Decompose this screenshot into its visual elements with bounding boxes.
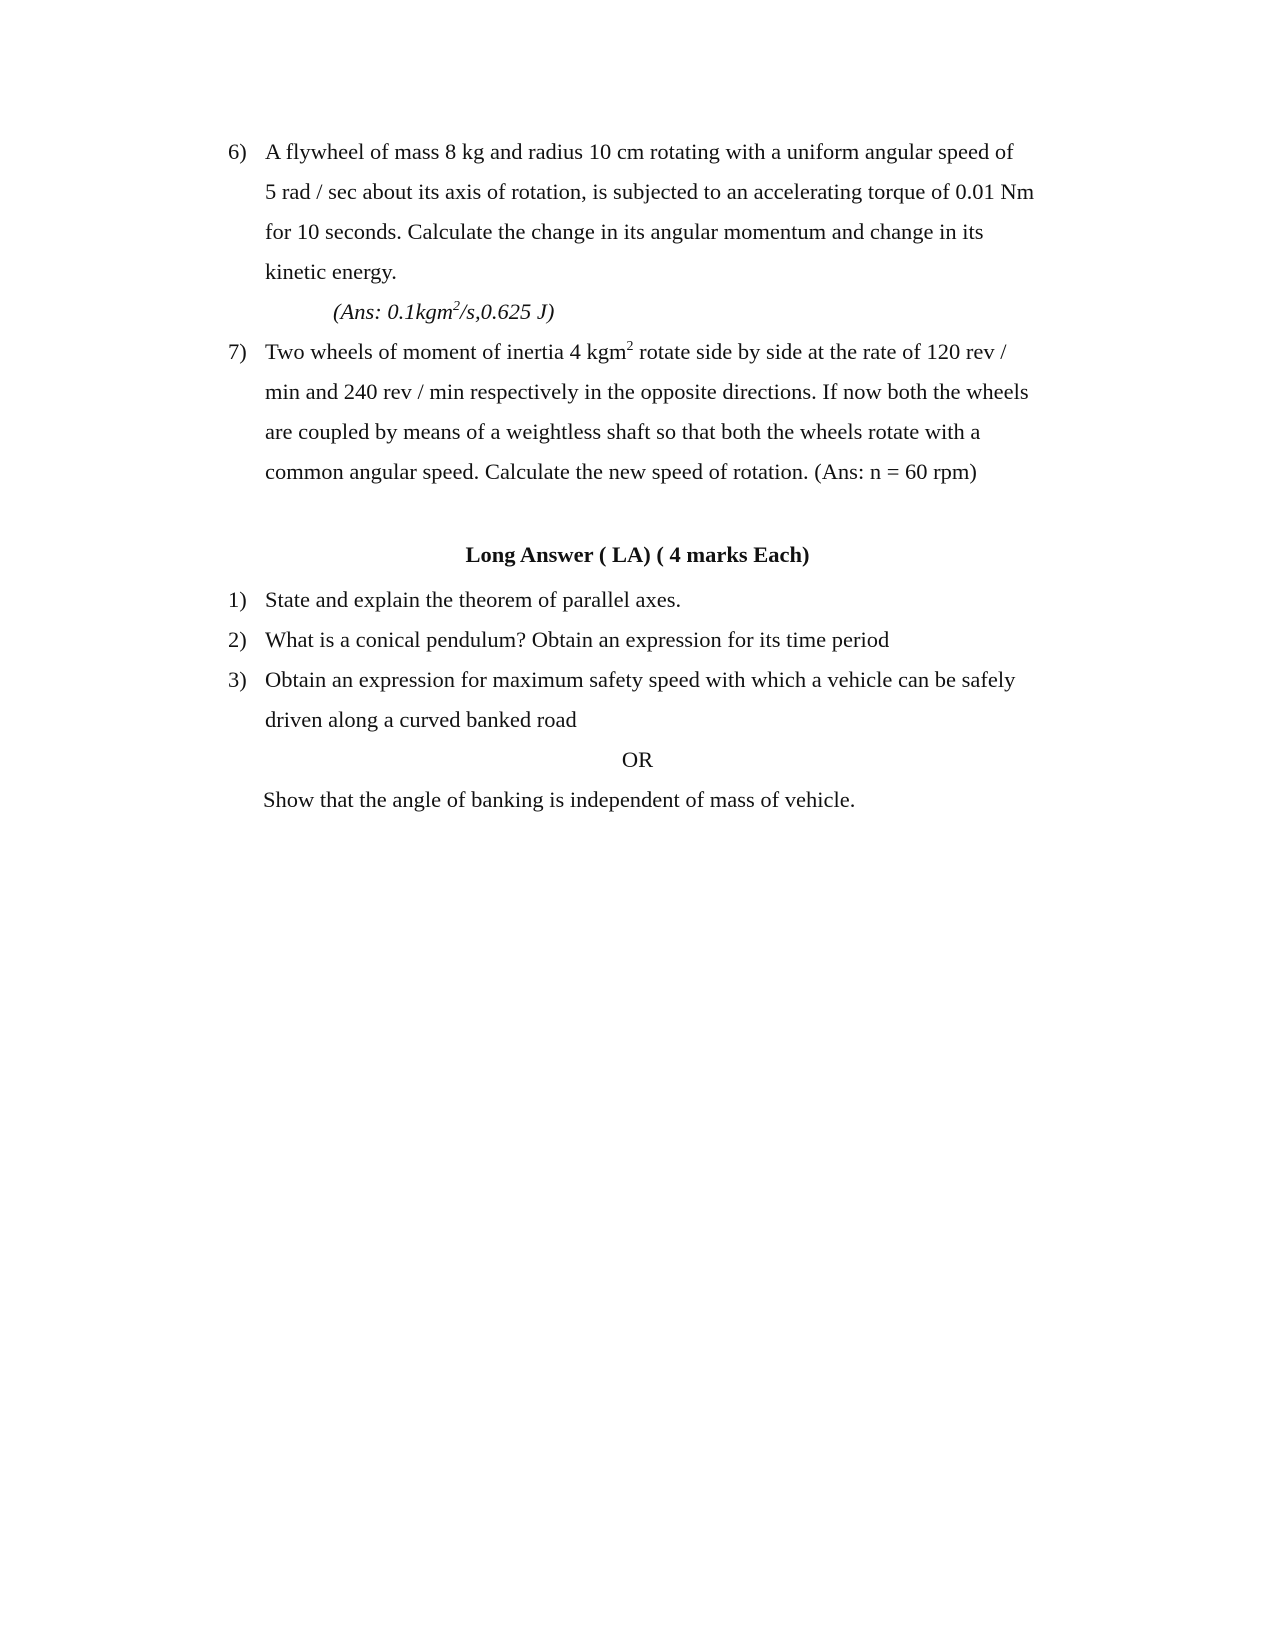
answer-superscript: 2 [452, 299, 460, 314]
la-item-1-number: 1) [228, 587, 247, 612]
long-answer-heading: Long Answer ( LA) ( 4 marks Each) [465, 542, 810, 567]
answer-text-post: /s,0.625 J) [459, 299, 555, 324]
question-7-line-3: are coupled by means of a weightless shaft so that both the wheels rotate with a [265, 419, 981, 444]
answer-text-pre: (Ans: 0.1kgm [333, 299, 453, 324]
q7-line1-pre: Two wheels of moment of inertia 4 kgm [265, 339, 627, 364]
question-7-line-4: common angular speed. Calculate the new speed of rotation. (Ans: n = 60 rpm) [265, 459, 977, 484]
la-item-2-text: What is a conical pendulum? Obtain an expression for its time period [265, 627, 890, 652]
question-6-line-3: for 10 seconds. Calculate the change in its angular momentum and change in its [265, 219, 984, 244]
question-6-number: 6) [228, 139, 247, 164]
question-6-line-2: 5 rad / sec about its axis of rotation, is subjected to an accelerating torque of 0.01 Nm [265, 179, 1035, 204]
question-6-line-4: kinetic energy. [265, 259, 397, 284]
or-separator: OR [621, 747, 654, 772]
la-item-3-line-1: Obtain an expression for maximum safety speed with which a vehicle can be safely [265, 667, 1016, 692]
question-7-number: 7) [228, 339, 247, 364]
la-item-3-number: 3) [228, 667, 247, 692]
question-6-answer [333, 301, 554, 324]
q7-line1-post: rotate side by side at the rate of 120 rev / [633, 339, 1007, 364]
la-item-2-number: 2) [228, 627, 247, 652]
question-7-line-2: min and 240 rev / min respectively in the opposite directions. If now both the wheels [265, 379, 1029, 404]
la-item-3-alternative: Show that the angle of banking is independent of mass of vehicle. [263, 787, 856, 812]
question-7-line-1 [265, 341, 1006, 364]
la-item-1-text: State and explain the theorem of parallel axes. [265, 587, 682, 612]
q7-line1-superscript: 2 [626, 339, 634, 354]
la-item-3-line-2: driven along a curved banked road [265, 707, 577, 732]
question-6-line-1: A flywheel of mass 8 kg and radius 10 cm rotating with a uniform angular speed of [265, 139, 1014, 164]
